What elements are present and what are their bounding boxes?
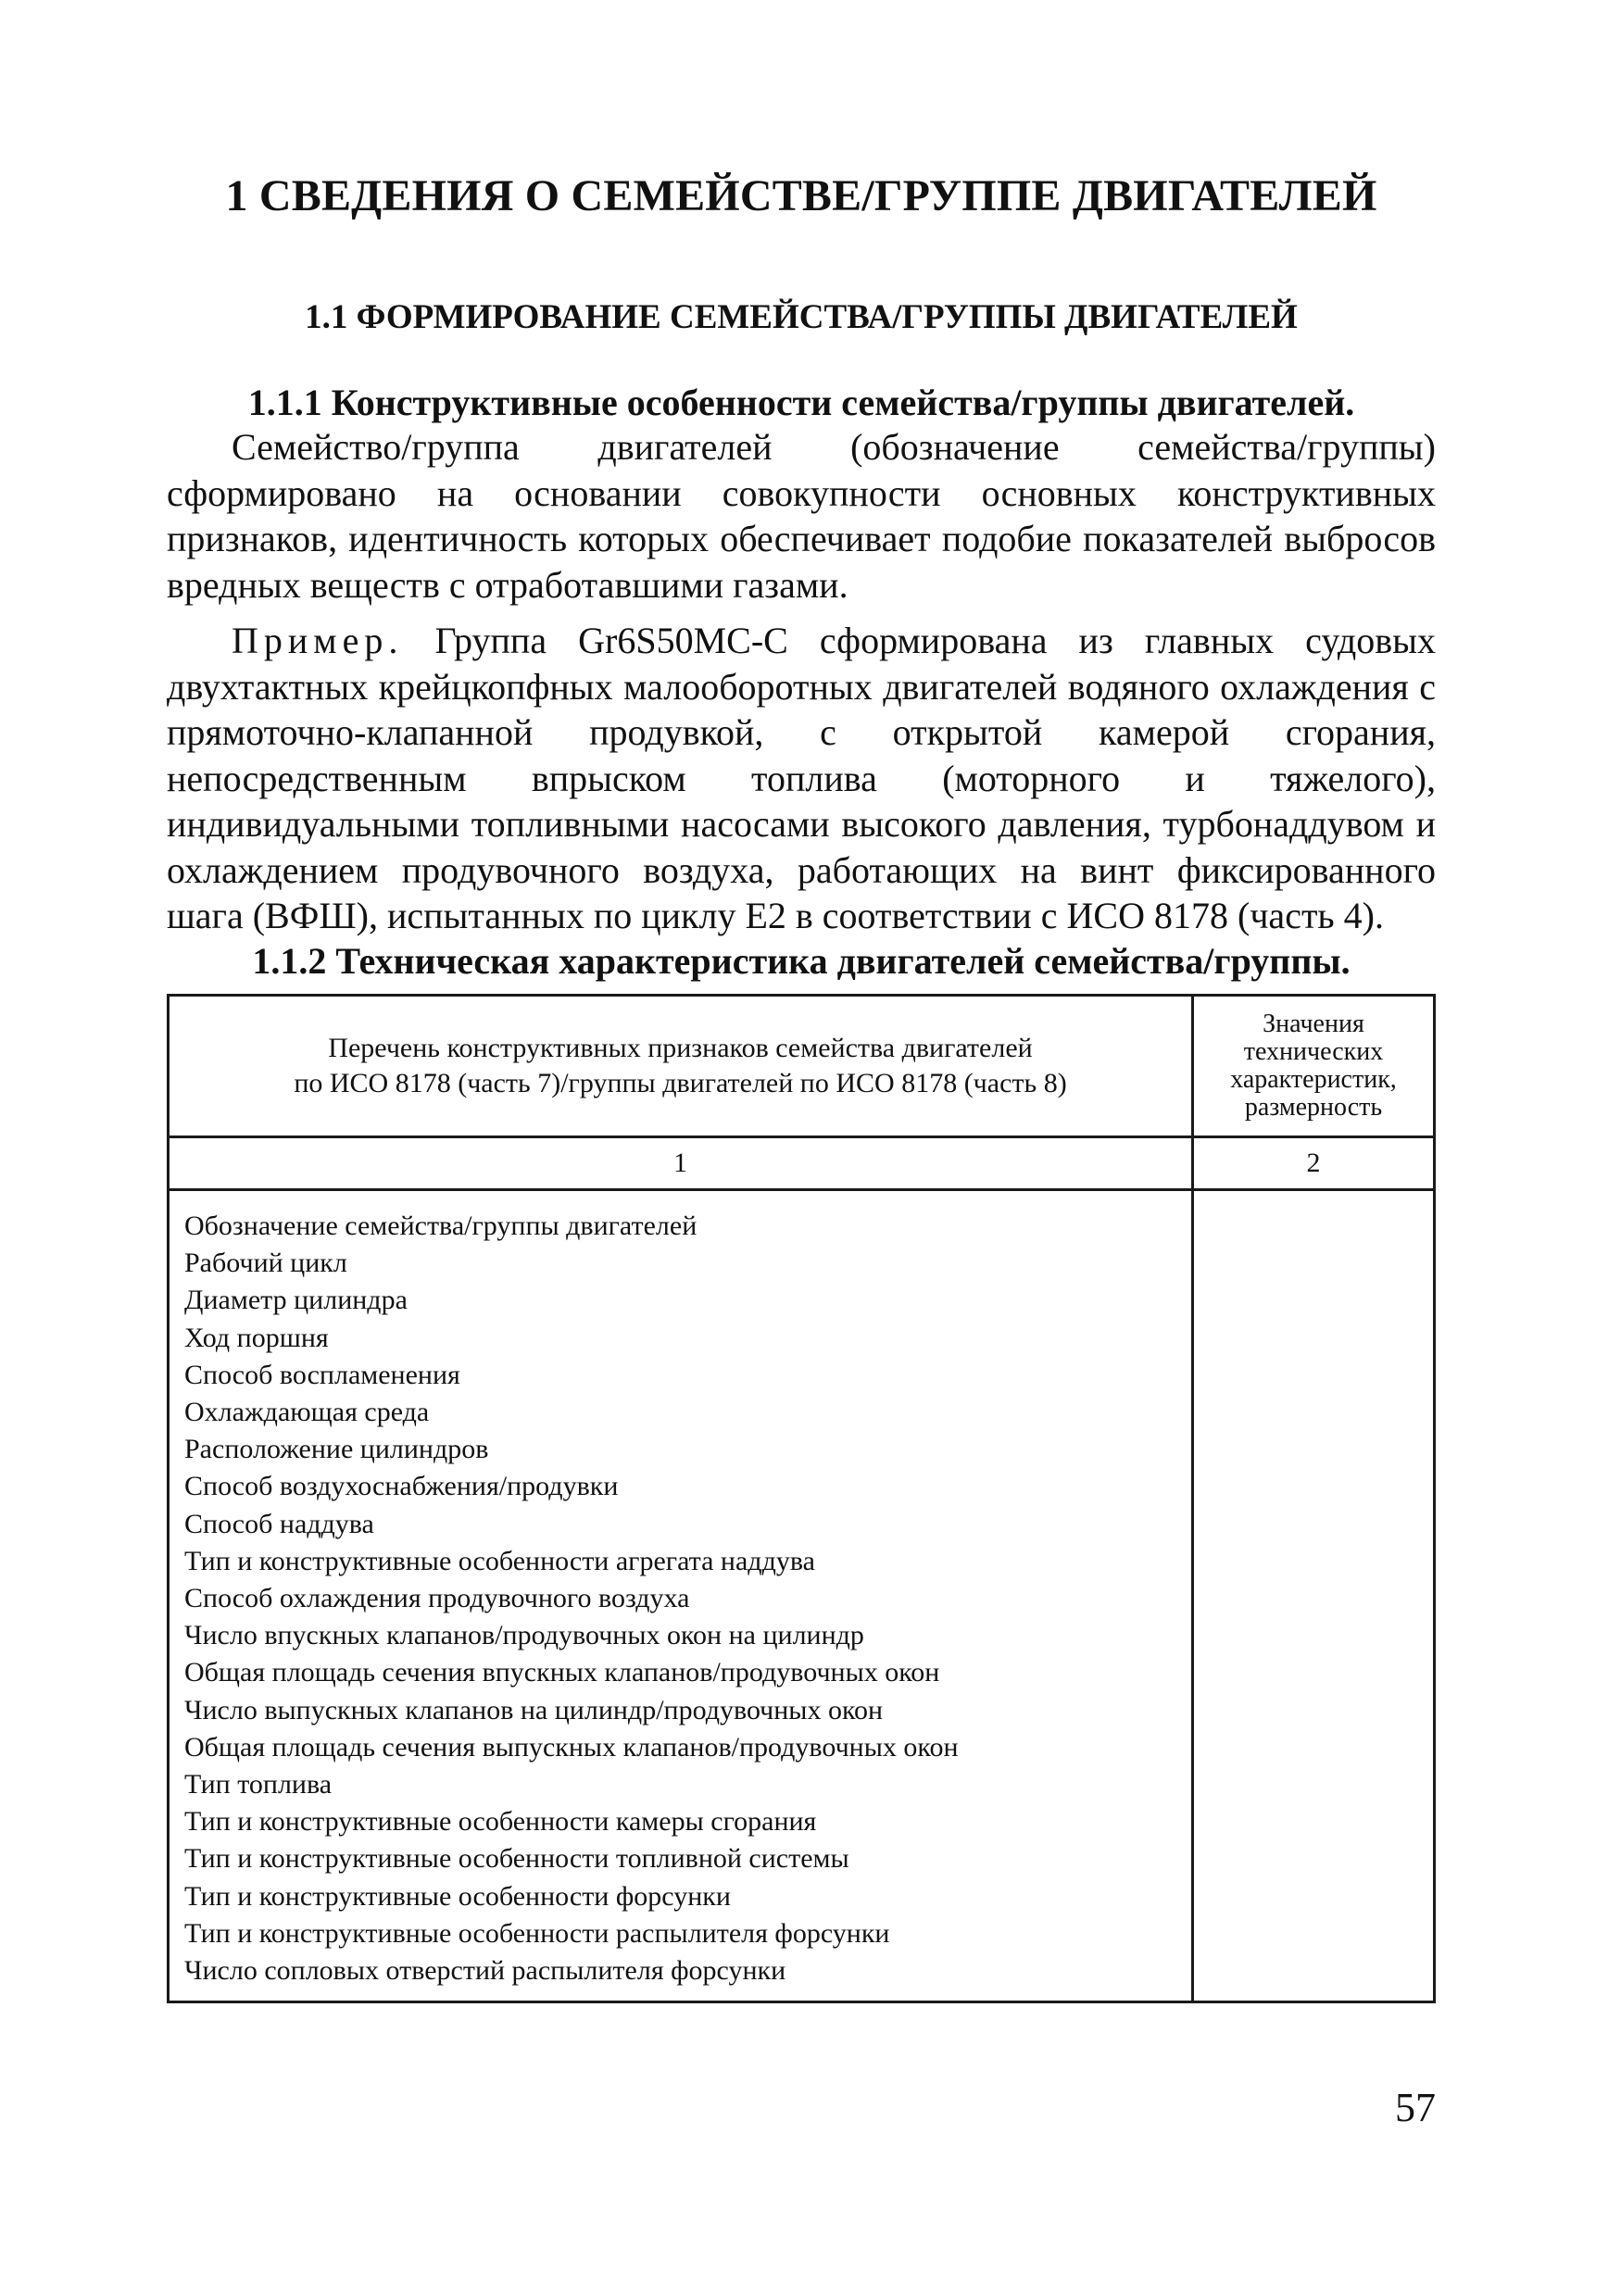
feature-item: Общая площадь сечения впускных клапанов/продувочных окон (184, 1657, 940, 1688)
feature-item: Тип и конструктивные особенности агрегата наддува (184, 1545, 815, 1576)
table-header-row (169, 996, 1435, 1137)
example-text: Группа Gr6S50MC-C сформирована из главных судовых двухтактных крейцкопфных малооборотных двигателей водяного охлаждения с прямоточно-клапанной продувкой, с открытой камерой сгорания, непосредственным впрыском топлива (моторного и тяжелого), индивидуальными топливными насосами высокого давления, турбонаддувом и охлаждением продувочного воздуха, работающих на винт фиксированного шага (ВФШ), испытанных по циклу E2 в соответствии с ИСО 8178 (часть 4). (167, 620, 1436, 936)
feature-item: Ход поршня (184, 1322, 329, 1353)
feature-item: Тип и конструктивные особенности форсунки (184, 1880, 731, 1912)
feature-item: Тип и конструктивные особенности топливной системы (184, 1843, 849, 1875)
example-label: Пример. (232, 620, 404, 661)
column-header-features-line1: Перечень конструктивных признаков семейства двигателей (328, 1033, 1033, 1063)
feature-item: Число впускных клапанов/продувочных окон на цилиндр (184, 1620, 864, 1651)
column-number-row (169, 1137, 1435, 1190)
feature-item: Тип топлива (184, 1769, 333, 1800)
feature-item: Способ наддува (184, 1508, 374, 1539)
feature-item: Способ воспламенения (184, 1359, 460, 1390)
page-number: 57 (1395, 2085, 1436, 2130)
column-header-values (1193, 996, 1435, 1137)
feature-item: Расположение цилиндров (184, 1434, 489, 1465)
column-header-values-line: размерность (1244, 1093, 1383, 1122)
table-title: 1.1.2 Техническая характеристика двигателей семейства/группы. (252, 940, 1351, 982)
column-header-values-line: характеристик, (1230, 1065, 1397, 1094)
feature-item: Число сопловых отверстий распылителя форсунки (184, 1955, 786, 1987)
paragraph-family-description: Семейство/группа двигателей (обозначение семейства/группы) сформировано на основании совокупности основных конструктивных признаков, идентичность которых обеспечивает подобие показателей выбросов вредных веществ с отработавшими газами. (167, 426, 1436, 606)
column-header-features (169, 996, 1193, 1137)
feature-item: Тип и конструктивные особенности камеры сгорания (184, 1806, 817, 1838)
characteristics-table (167, 994, 1436, 2003)
feature-list-cell (169, 1190, 1193, 2002)
column-header-values-line: Значения (1263, 1010, 1364, 1038)
feature-item: Общая площадь сечения выпускных клапанов/продувочных окон (184, 1731, 959, 1763)
column-header-features-line2: по ИСО 8178 (часть 7)/группы двигателей по ИСО 8178 (часть 8) (294, 1068, 1067, 1098)
feature-item: Охлаждающая среда (184, 1397, 430, 1428)
values-cell-empty (1193, 1190, 1435, 2002)
chapter-title: 1 СВЕДЕНИЯ О СЕМЕЙСТВЕ/ГРУППЕ ДВИГАТЕЛЕЙ (225, 171, 1377, 220)
feature-item: Способ воздухоснабжения/продувки (184, 1471, 619, 1502)
column-header-values-line: технических (1243, 1037, 1384, 1066)
subsection-title: 1.1.1 Конструктивные особенности семейства/группы двигателей. (247, 382, 1355, 423)
paragraph-example (167, 618, 1436, 939)
feature-item: Способ охлаждения продувочного воздуха (184, 1583, 690, 1614)
feature-item: Обозначение семейства/группы двигателей (184, 1211, 697, 1241)
section-title: 1.1 ФОРМИРОВАНИЕ СЕМЕЙСТВА/ГРУППЫ ДВИГАТЕЛЕЙ (305, 298, 1298, 336)
feature-item: Диаметр цилиндра (184, 1285, 408, 1316)
column-number-2: 2 (1193, 1137, 1435, 1190)
feature-item: Число выпускных клапанов на цилиндр/продувочных окон (184, 1694, 884, 1725)
feature-item: Тип и конструктивные особенности распылителя форсунки (184, 1917, 890, 1949)
table-body-row (169, 1190, 1435, 2002)
column-number-1: 1 (169, 1137, 1193, 1190)
feature-item: Рабочий цикл (184, 1248, 347, 1279)
